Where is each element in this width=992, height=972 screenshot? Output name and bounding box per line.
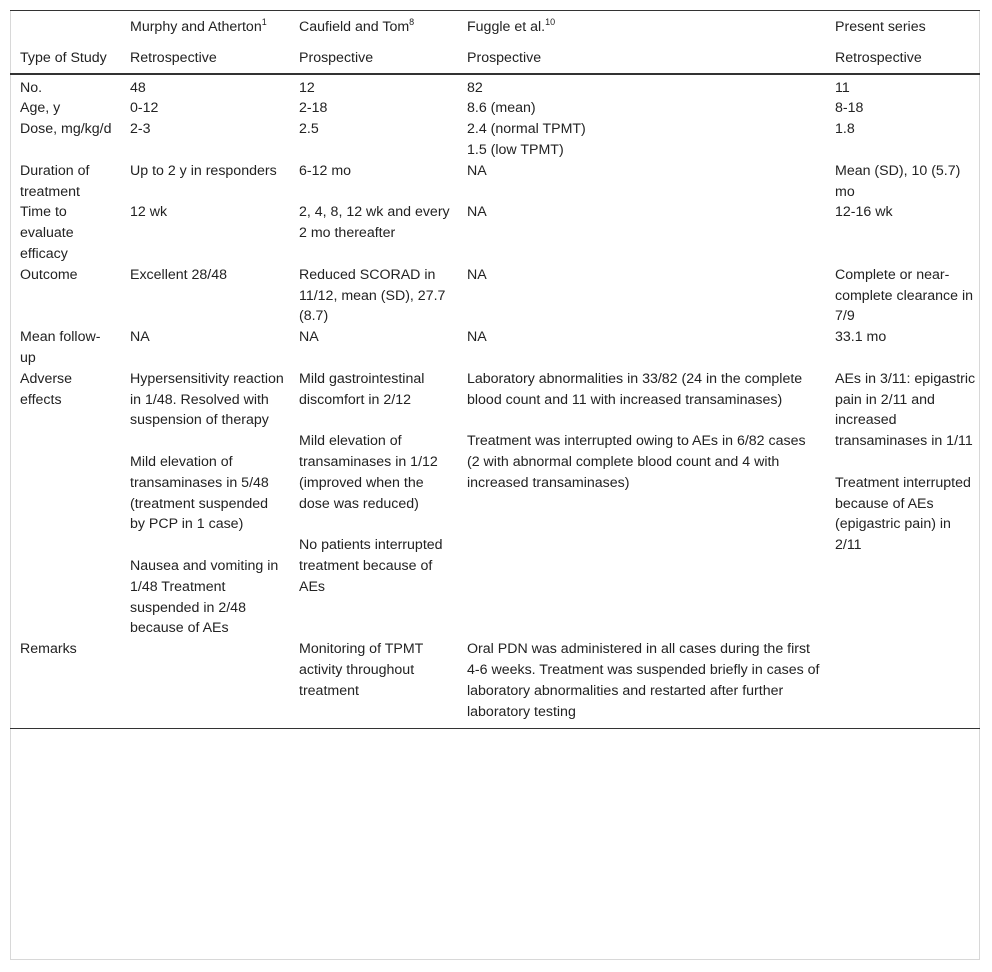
table-row [10, 98, 980, 119]
table-cell [825, 369, 980, 639]
row-label: Age, y [20, 100, 61, 117]
cell-text: NA [299, 329, 319, 346]
reference-superscript: 8 [409, 17, 415, 27]
cell-text: Up to 2 y in responders [130, 162, 277, 179]
table-cell [289, 119, 457, 161]
table-cell [120, 327, 289, 369]
column-header [825, 11, 980, 42]
cell-text: 1.5 (low TPMT) [467, 141, 564, 158]
cell-text: 82 [467, 79, 483, 96]
table-cell [457, 161, 825, 203]
column-header-label: Caufield and Tom [299, 19, 410, 35]
table-cell [289, 202, 457, 264]
row-label: Mean follow-up [20, 329, 101, 366]
reference-superscript: 1 [261, 17, 267, 27]
cell-text: NA [467, 204, 487, 221]
cell-text: 1.8 [835, 121, 855, 138]
table-cell [825, 202, 980, 264]
paragraph-gap [130, 535, 285, 556]
cell-text: Mild elevation of transaminases in 5/48 (treatment suspended by PCP in 1 case) [130, 453, 269, 533]
cell-text: 2, 4, 8, 12 wk and every 2 mo thereafter [299, 204, 450, 242]
cell-text: 8-18 [835, 100, 864, 117]
cell-text: NA [467, 329, 487, 346]
paragraph-gap [467, 410, 821, 431]
table-cell [289, 369, 457, 639]
header-row-study-type [10, 42, 980, 74]
table-row [10, 161, 980, 203]
cell-text: 8.6 (mean) [467, 100, 536, 117]
study-type-cell: Retrospective [835, 49, 922, 66]
cell-text: NA [467, 162, 487, 179]
reference-superscript: 10 [545, 17, 556, 27]
comparison-table [10, 10, 980, 729]
row-label: Outcome [20, 266, 78, 283]
table-cell [289, 327, 457, 369]
column-header-label: Fuggle et al. [467, 19, 546, 35]
table-row [10, 369, 980, 639]
table-cell [457, 327, 825, 369]
row-label: Time to evaluate efficacy [20, 204, 74, 262]
header-row-authors [10, 11, 980, 42]
row-label: Dose, mg/kg/d [20, 121, 112, 138]
cell-text: Laboratory abnormalities in 33/82 (24 in the complete blood count and 11 with increased transaminases) [467, 370, 803, 408]
table-body [10, 74, 980, 729]
cell-text: Excellent 28/48 [130, 266, 228, 283]
column-header-label: Murphy and Atherton [130, 19, 262, 35]
table-cell [120, 369, 289, 639]
table-row [10, 327, 980, 369]
table-cell [120, 98, 289, 119]
table-header [10, 11, 980, 74]
cell-text: Monitoring of TPMT activity throughout treatment [299, 641, 424, 699]
table-cell [825, 639, 980, 729]
table-cell [120, 119, 289, 161]
table-cell [120, 265, 289, 327]
study-type-cell: Prospective [299, 49, 374, 66]
table-cell [825, 74, 980, 99]
row-label: No. [10, 74, 120, 99]
cell-text: 33.1 mo [835, 329, 887, 346]
table-cell [457, 74, 825, 99]
table-cell [289, 98, 457, 119]
table-cell [825, 327, 980, 369]
table-row [10, 74, 980, 99]
column-header [10, 11, 120, 42]
table-cell [289, 161, 457, 203]
table-cell [289, 265, 457, 327]
table-cell [457, 369, 825, 639]
row-label: Duration of treatment [20, 162, 90, 200]
column-header-label: Present series [835, 19, 926, 35]
table-cell [457, 119, 825, 161]
table-cell [825, 161, 980, 203]
cell-text: 2-18 [299, 100, 328, 117]
cell-text: Reduced SCORAD in 11/12, mean (SD), 27.7 (8.7) [299, 266, 446, 325]
table-cell [457, 98, 825, 119]
table-cell [457, 639, 825, 729]
cell-text: Oral PDN was administered in all cases during the first 4-6 weeks. Treatment was suspended briefly in cases of laboratory abnormalities and restarted after further laboratory testing [467, 641, 820, 720]
cell-text: Hypersensitivity reaction in 1/48. Resolved with suspension of therapy [130, 370, 284, 429]
cell-text: NA [130, 329, 150, 346]
table-cell [457, 265, 825, 327]
cell-text: 11 [835, 79, 850, 96]
cell-text: Treatment interrupted because of AEs (epigastric pain) in 2/11 [835, 474, 971, 554]
paragraph-gap [299, 514, 453, 535]
cell-text: Mild gastrointestinal discomfort in 2/12 [299, 370, 425, 408]
column-header [289, 11, 457, 42]
cell-text: 12 wk [130, 204, 168, 221]
row-label: Adverse effects [20, 370, 73, 408]
column-header [120, 11, 289, 42]
cell-text: No patients interrupted treatment because of AEs [299, 537, 443, 595]
cell-text: 12 [299, 79, 315, 96]
table-cell [289, 74, 457, 99]
cell-text: NA [467, 266, 487, 283]
cell-text: Nausea and vomiting in 1/48 Treatment suspended in 2/48 because of AEs [130, 557, 279, 637]
cell-text: 2.5 [299, 121, 319, 138]
cell-text: AEs in 3/11: epigastric pain in 2/11 and increased transaminases in 1/11 [835, 370, 976, 450]
cell-text: Treatment was interrupted owing to AEs in 6/82 cases (2 with abnormal complete blood count and 4 with increased transaminases) [467, 433, 806, 491]
table-cell [825, 119, 980, 161]
table-row [10, 202, 980, 264]
cell-text: 2.4 (normal TPMT) [467, 121, 586, 138]
paragraph-gap [835, 452, 976, 473]
cell-text: 12-16 wk [835, 204, 893, 221]
cell-text: Mild elevation of transaminases in 1/12 (improved when the dose was reduced) [299, 433, 438, 512]
cell-text: Mean (SD), 10 (5.7) mo [835, 162, 961, 200]
table-row [10, 119, 980, 161]
table-cell [120, 161, 289, 203]
row-label: Remarks [10, 639, 120, 729]
table-cell [120, 202, 289, 264]
paragraph-gap [130, 431, 285, 452]
table-cell [120, 639, 289, 729]
table-row [10, 265, 980, 327]
cell-text: Complete or near-complete clearance in 7/9 [835, 266, 974, 325]
cell-text: 6-12 mo [299, 162, 352, 179]
table-cell [289, 639, 457, 729]
cell-text: 0-12 [130, 100, 159, 117]
table-cell [825, 98, 980, 119]
row-label: Type of Study [20, 49, 107, 66]
column-header [457, 11, 825, 42]
table-cell [825, 265, 980, 327]
study-type-cell: Retrospective [130, 49, 217, 66]
table-cell [120, 74, 289, 99]
table-cell [457, 202, 825, 264]
cell-text: 48 [130, 79, 146, 96]
table-row [10, 639, 980, 729]
cell-text: 2-3 [130, 121, 151, 138]
paragraph-gap [299, 410, 453, 431]
study-type-cell: Prospective [467, 49, 542, 66]
